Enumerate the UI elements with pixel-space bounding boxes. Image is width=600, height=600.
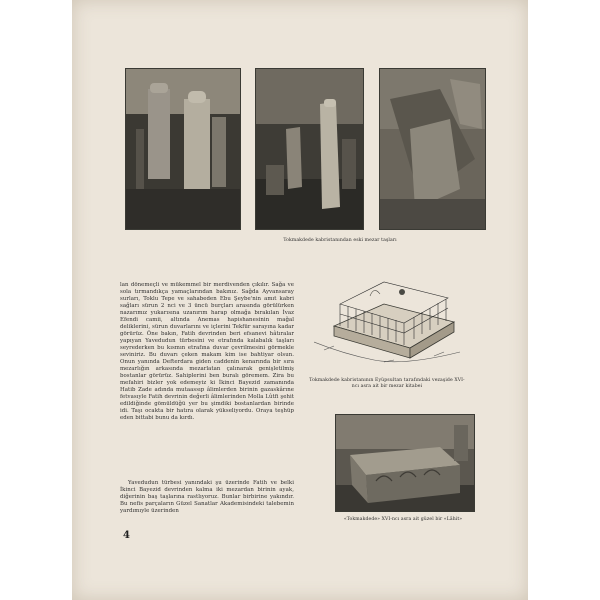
gravestone-photo-2 [255, 68, 364, 230]
drawing-caption: Tokmakdede kabristanının Eyüpsultan tarafındaki vezaşide XVI-ncı asra ait bir mezar kitabei [309, 378, 465, 389]
tomb-enclosure-drawing [314, 272, 462, 368]
sarcophagus-caption: «Tokmakdede» XVI-ncı asra ait güzel bir «Lâhit» [343, 517, 463, 522]
page-number: 4 [123, 530, 130, 541]
gravestone-photo-1 [125, 68, 241, 230]
sarcophagus-photo [335, 414, 475, 512]
gravestone-photo-3 [379, 68, 486, 230]
body-paragraph-2: Yavedudun türbesi yanındaki şu üzerinde Fatih ve belki İkinci Bayezid devrinden kalma iki mezardan birinin ayak, diğerinin baş taşlarına rastlıyoruz. Bunlar birbirine yakındır. Bu nefis parçaların Güzel Sanatlar Akademisindeki talebemin yardımıyle üzerinden [120, 480, 294, 514]
body-paragraph-1: lan dönemeçli ve mükemmel bir merdivenden çıkılır. Sağa ve sola tırmandıkça yamaçlarından bakınız. Sağda Ayvansaray surları, Toklu Tepe ve sahabeden Ebu Şeybe'nin amıt kabri sağları sürun 2 nci ve 3 üncü burçları arasında görülürken nazarımız yukarısına uzanırım harap olmağa bırakılan İvaz Efendi camii, altında Anemas hapishanesinin mağal deliklerini, sürun duvarlarını ve içlerini Tekfür sarayına kadar görürüz. Öne bakın, Fatih devrinden beri efsanevi hâtıralar yapıyan Yavedudun türbesini ve etrafında kalabalık taşları seyrederken bu kısmın etrafına duvar çevrilmesini görmekle seviniriz. Bu duvarı çeken makam kim ise bahtiyar olsun. Onun yanında Defterdara giden caddenin kenarında bir sıra mezarlığın arkasında mezarlatan çalınarak genişletilmiş bostanlar görürüz. Sahiplerini ben buralı göremem. Zira bu mefahiri bizler yok edemeyiz ki İkinci Bayezid zamanında Hatib Zade adında mutaassıp âlimlerden birinin gazaskârıne fetvasıyle Fatih devrinin değerli âlimlerinden Molla Lûtfi şehit edildiğinde gömüldüğü yer bu şimdiki bostanlardan birinde idi. Taşı ocakta bir hatıra olarak yükseliyordu. Oraya teşhüp eden bittabi bunu da kırdı. [120, 282, 294, 421]
magazine-page [72, 0, 528, 600]
photos-caption: Tokmakdede kabristanından eski mezar taşları [283, 238, 397, 243]
